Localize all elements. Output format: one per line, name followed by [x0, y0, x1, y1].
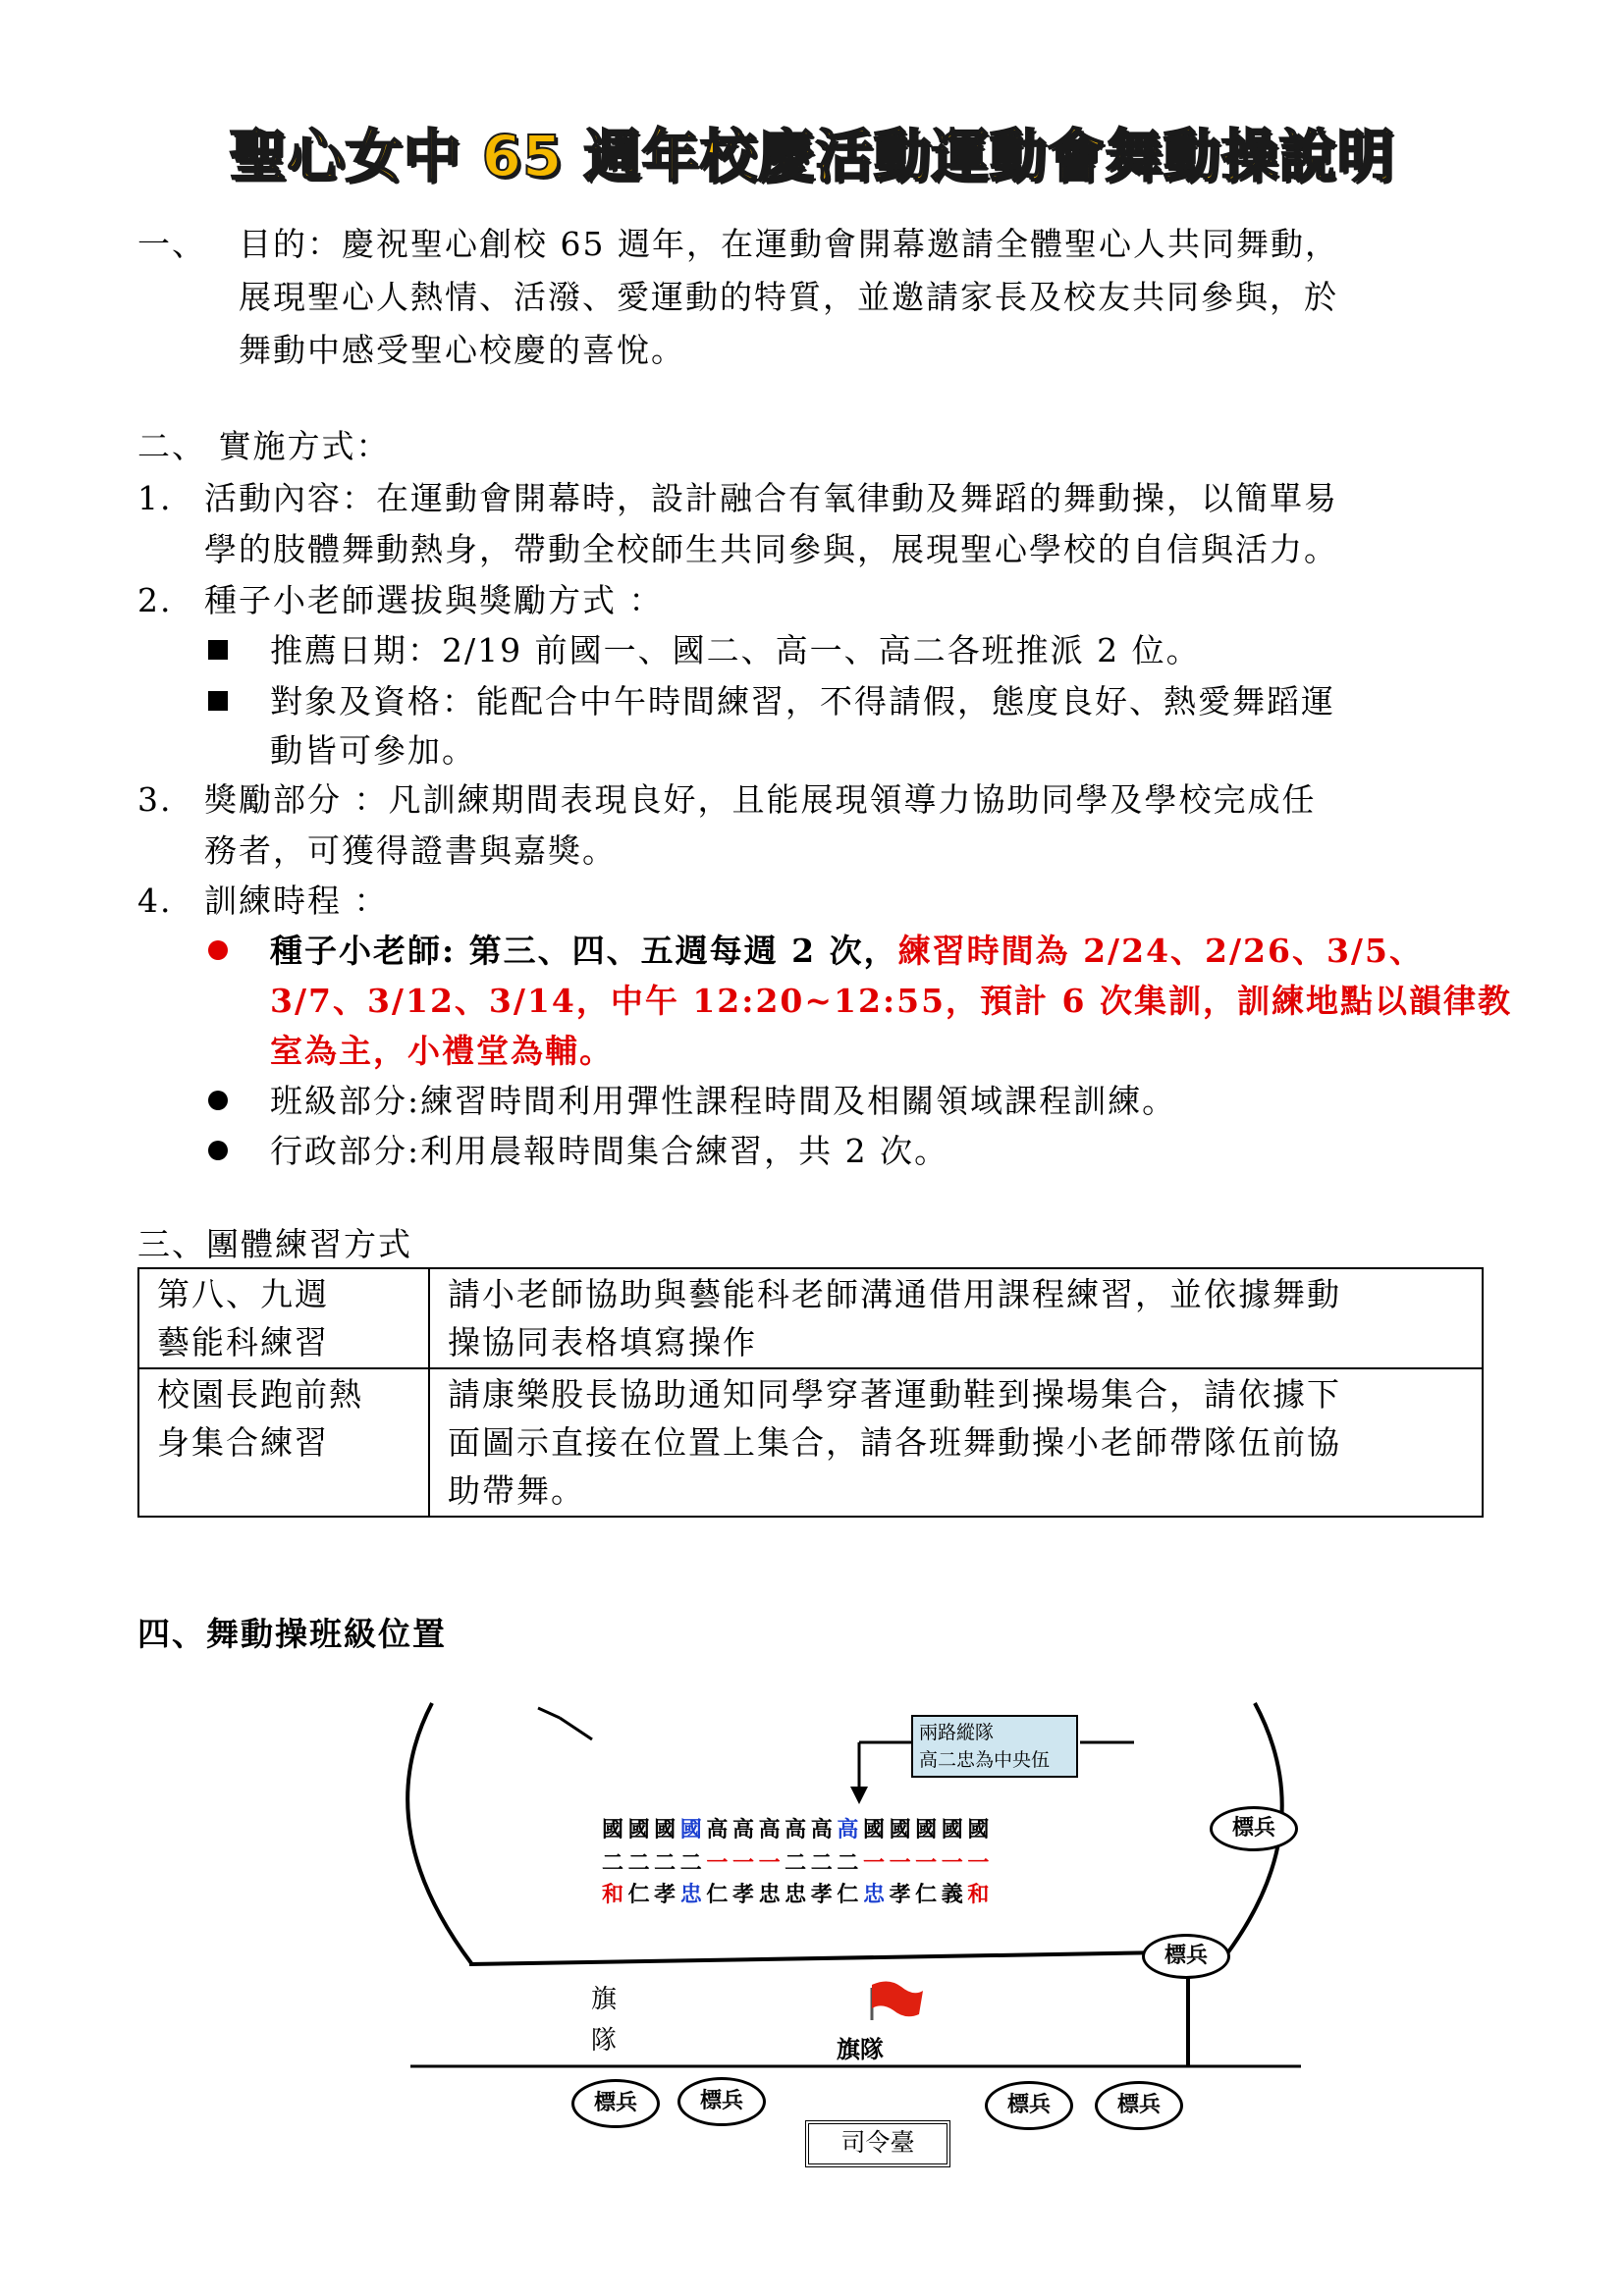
year-char: 二 — [810, 1851, 833, 1876]
item3-number: 3. — [137, 780, 173, 819]
item3-line: 務者，可獲得證書與嘉獎。 — [204, 831, 617, 870]
marker-oval: 標兵 — [571, 2079, 660, 2128]
item1-line: 活動內容：在運動會開幕時，設計融合有氧律動及舞蹈的舞動操，以簡單易 — [204, 479, 1338, 517]
cell-line: 藝能科練習 — [157, 1323, 329, 1362]
cell-line: 身集合練習 — [157, 1423, 329, 1462]
grade-char: 國 — [862, 1818, 885, 1842]
class-name-char: 仁 — [706, 1883, 729, 1907]
class-name-char: 和 — [967, 1883, 990, 1907]
page-title: 聖心女中 65 週年校慶活動運動會舞動操說明 — [229, 123, 1395, 189]
class-name-char: 孝 — [654, 1883, 677, 1907]
grade-char: 國 — [941, 1818, 963, 1842]
cell-line: 助帶舞。 — [448, 1471, 585, 1510]
year-char: 二 — [601, 1851, 623, 1876]
admin-practice-line: 行政部分:利用晨報時間集合練習，共 2 次。 — [270, 1132, 949, 1170]
field-line — [469, 1951, 1227, 1964]
grade-char: 國 — [679, 1818, 702, 1842]
section4-heading: 四、舞動操班級位置 — [137, 1615, 447, 1653]
item4-text: 訓練時程 ： — [204, 881, 389, 920]
year-char: 一 — [915, 1851, 938, 1876]
cell-line: 面圖示直接在位置上集合，請各班舞動操小老師帶隊伍前協 — [448, 1423, 1341, 1462]
callout-box — [911, 1715, 1078, 1778]
flag-team-label: 旗隊 — [837, 2036, 884, 2063]
cell-line: 請小老師協助與藝能科老師溝通借用課程練習，並依據舞動 — [448, 1275, 1341, 1313]
grade-char: 高 — [785, 1818, 807, 1842]
year-char: 二 — [679, 1851, 702, 1876]
class-name-char: 忠 — [862, 1883, 885, 1907]
year-char: 一 — [941, 1851, 963, 1876]
grade-char: 國 — [654, 1818, 677, 1842]
marker-oval: 標兵 — [1142, 1934, 1230, 1979]
year-char: 二 — [627, 1851, 650, 1876]
year-char: 一 — [862, 1851, 885, 1876]
class-name-char: 義 — [941, 1883, 963, 1907]
grade-char: 高 — [837, 1818, 859, 1842]
year-char: 二 — [837, 1851, 859, 1876]
callout-line: 高二忠為中央伍 — [919, 1749, 1051, 1771]
item2-number: 2. — [137, 581, 173, 619]
seed-teacher-dates: 練習時間為 2/24、2/26、3/5、 — [897, 932, 1424, 970]
grade-char: 高 — [810, 1818, 833, 1842]
year-char: 二 — [785, 1851, 807, 1876]
cell-line: 第八、九週 — [157, 1275, 329, 1313]
year-char: 一 — [758, 1851, 781, 1876]
track-left-curve — [407, 1703, 471, 1963]
grade-char: 國 — [915, 1818, 938, 1842]
flag-icon — [872, 1981, 923, 2016]
item2-bullet: 推薦日期：2/19 前國一、國二、高一、高二各班推派 2 位。 — [270, 631, 1201, 669]
callout-line: 兩路縱隊 — [919, 1722, 995, 1743]
grade-char: 國 — [627, 1818, 650, 1842]
item2-bullet: 對象及資格：能配合中午時間練習，不得請假，態度良好、熱愛舞蹈運 — [270, 682, 1335, 721]
grade-char: 高 — [706, 1818, 729, 1842]
marker-oval: 標兵 — [677, 2077, 766, 2126]
class-name-char: 孝 — [731, 1883, 754, 1907]
grade-char: 國 — [601, 1818, 623, 1842]
year-char: 一 — [731, 1851, 754, 1876]
class-name-char: 孝 — [810, 1883, 833, 1907]
section1-number: 一、 — [137, 225, 206, 263]
class-name-char: 仁 — [915, 1883, 938, 1907]
item2-bullet-cont: 動皆可參加。 — [270, 731, 476, 770]
class-name-char: 忠 — [785, 1883, 807, 1907]
class-name-char: 孝 — [889, 1883, 911, 1907]
year-char: 二 — [654, 1851, 677, 1876]
podium-label: 司令臺 — [805, 2120, 950, 2167]
year-char: 一 — [967, 1851, 990, 1876]
cell-line: 操協同表格填寫操作 — [448, 1323, 757, 1362]
seed-teacher-label: 種子小老師: 第三、四、五週每週 2 次， — [270, 932, 898, 970]
class-practice-line: 班級部分:練習時間利用彈性課程時間及相關領域課程訓練。 — [270, 1082, 1177, 1120]
marker-oval: 標兵 — [985, 2081, 1073, 2130]
cell-line: 校園長跑前熱 — [157, 1375, 363, 1414]
item1-number: 1. — [137, 479, 173, 517]
section1-line: 展現聖心人熱情、活潑、愛運動的特質，並邀請家長及校友共同參與，於 — [239, 278, 1338, 316]
grade-char: 高 — [731, 1818, 754, 1842]
item3-line: 獎勵部分 ：凡訓練期間表現良好，且能展現領導力協助同學及學校完成任 — [204, 780, 1317, 819]
class-name-char: 忠 — [758, 1883, 781, 1907]
grade-char: 國 — [889, 1818, 911, 1842]
year-char: 一 — [889, 1851, 911, 1876]
seed-teacher-line: 3/7、3/12、3/14，中午 12:20~12:55，預計 6 次集訓，訓練地點以韻律教 — [270, 982, 1512, 1020]
cell-line: 請康樂股長協助通知同學穿著運動鞋到操場集合，請依據下 — [448, 1375, 1341, 1414]
item1-line: 學的肢體舞動熱身，帶動全校師生共同參與，展現聖心學校的自信與活力。 — [204, 530, 1338, 568]
section2-heading: 二、 實施方式： — [137, 427, 391, 465]
class-name-char: 和 — [601, 1883, 623, 1907]
section1-line: 目的：慶祝聖心創校 65 週年，在運動會開幕邀請全體聖心人共同舞動， — [239, 225, 1339, 263]
item4-number: 4. — [137, 881, 173, 920]
seed-teacher-line: 室為主，小禮堂為輔。 — [270, 1032, 614, 1070]
grade-char: 國 — [967, 1818, 990, 1842]
flag-team-vertical: 旗 — [591, 1985, 618, 2014]
section3-heading: 三、團體練習方式 — [137, 1225, 412, 1263]
marker-oval: 標兵 — [1095, 2081, 1183, 2130]
class-name-char: 忠 — [679, 1883, 702, 1907]
class-name-char: 仁 — [627, 1883, 650, 1907]
flag-team-vertical: 隊 — [591, 2026, 618, 2056]
marker-oval: 標兵 — [1210, 1806, 1298, 1851]
section1-line: 舞動中感受聖心校慶的喜悅。 — [239, 331, 685, 369]
item2-text: 種子小老師選拔與獎勵方式 ： — [204, 581, 664, 619]
year-char: 一 — [706, 1851, 729, 1876]
class-name-char: 仁 — [837, 1883, 859, 1907]
grade-char: 高 — [758, 1818, 781, 1842]
